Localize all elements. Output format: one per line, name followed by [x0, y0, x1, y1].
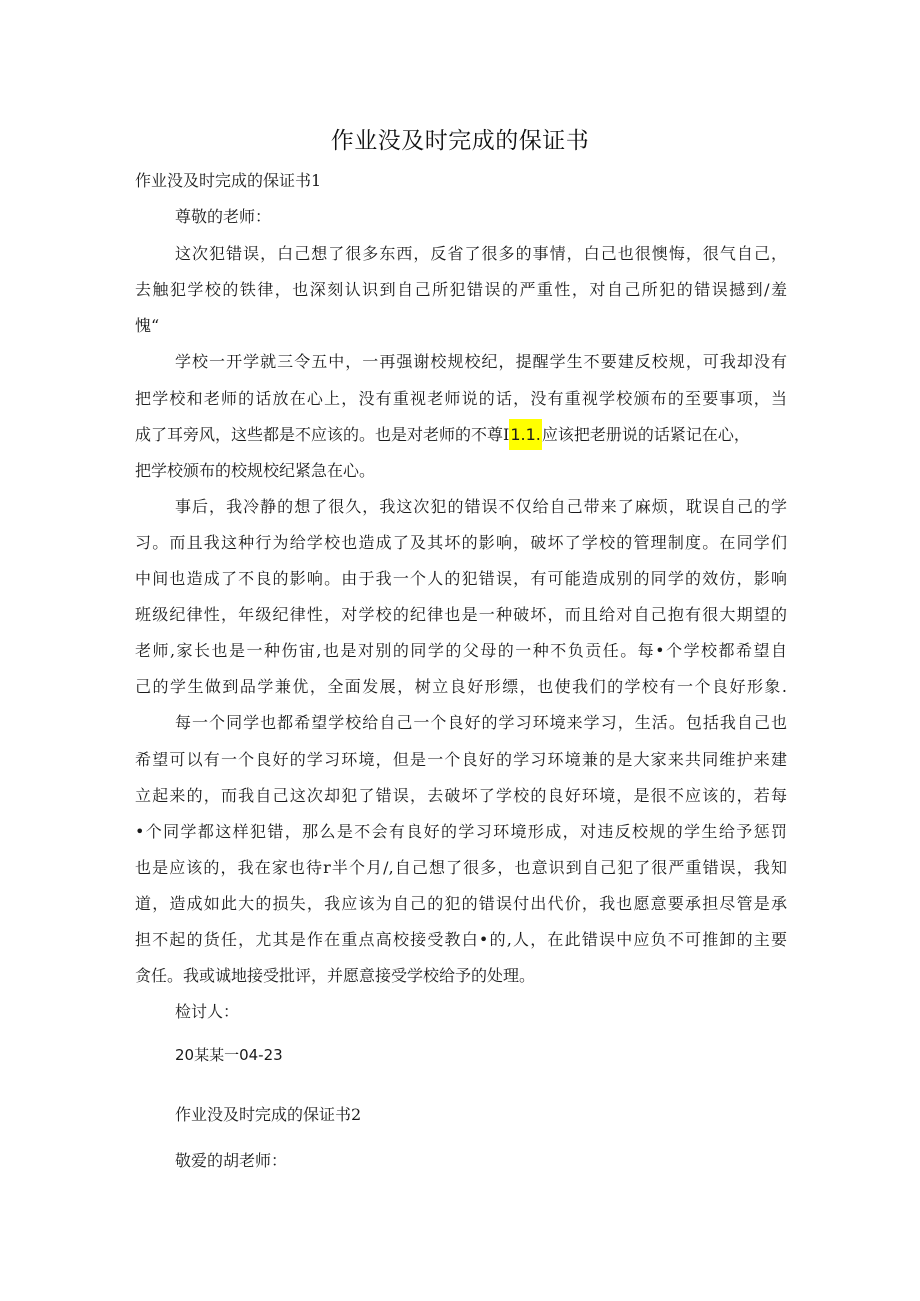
- paragraph-4-line-4: •个同学都这样犯错，那么是不会有良好的学习环境形成，对违反校规的学生给予惩罚: [135, 822, 787, 841]
- paragraph-4-line-2: 希望可以有一个良好的学习环境，但是一个良好的学习环境兼的是大家来共同维护来建: [135, 750, 787, 769]
- paragraph-3-line-6: 己的学生做到品学兼优，全面发展，树立良好形缥，也使我们的学校有一个良好形象.: [135, 677, 787, 696]
- paragraph-2-line-1: 学校一开学就三令五中，一再强谢校规校纪，提醒学生不要建反校规，可我却没有: [175, 352, 787, 371]
- document-title: 作业没及时完成的保证书: [330, 128, 590, 154]
- paragraph-4-line-1: 每一个同学也都希望学校给自己一个良好的学习环境来学习，生活。包括我自己也: [175, 713, 787, 732]
- paragraph-3-line-2: 习。而且我这种行为给学校也造成了及其坏的影响，破坏了学校的管理制度。在同学们: [135, 533, 787, 552]
- signer-label: 检讨人：: [175, 1002, 240, 1021]
- paragraph-3-line-1: 事后，我冷静的想了很久，我这次犯的错误不仅给自己带来了麻烦，耽误自己的学: [175, 497, 787, 516]
- paragraph-2-line-3-before: 成了耳旁风，这些都是不应该的。也是对老师的不尊I: [135, 425, 510, 444]
- section-heading-1: 作业没及时完成的保证书1: [135, 171, 322, 190]
- paragraph-4-line-5: 也是应该的，我在家也待r半个月/,自己想了很多，也意识到自己犯了很严重错误，我知: [135, 858, 787, 877]
- paragraph-2-line-3-after: 应该把老册说的话紧记在心，: [541, 425, 750, 444]
- paragraph-3-line-4: 班级纪律性，年级纪律性，对学校的纪律也是一种破坏，而且给对自己抱有很大期望的: [135, 605, 787, 624]
- paragraph-2-line-3: [135, 425, 787, 445]
- paragraph-4-line-7: 担不起的货任，尤其是作在重点高校接受教白•的,人，在此错误中应负不可推卸的主要: [135, 930, 787, 949]
- paragraph-4-line-8: 贪任。我或诚地接受批评，并愿意接受学校给予的处理。: [135, 966, 536, 985]
- document-date: 20某某一04-23: [175, 1046, 283, 1064]
- salutation-2: 敬爱的胡老师：: [175, 1151, 288, 1170]
- paragraph-4-line-3: 立起来的，而我自己这次却犯了错误，去破坏了学校的良好环境，是很不应该的，若每: [135, 786, 787, 805]
- highlighted-text: 1.1.: [509, 419, 542, 450]
- paragraph-3-line-3: 中间也造成了不良的影响。由于我一个人的犯错误，有可能造成别的同学的效仿，影响: [135, 569, 787, 588]
- paragraph-2-line-4: 把学校颁布的校规校纪紧急在心。: [135, 461, 376, 480]
- paragraph-1-line-3: 愧“: [135, 316, 160, 335]
- salutation-1: 尊敬的老师：: [175, 207, 272, 226]
- paragraph-1-line-1: 这次犯错误，白己想了很多东西，反省了很多的事情，白己也很懊悔，很气自己，: [175, 244, 787, 263]
- paragraph-2-line-2: 把学校和老师的话放在心上，没有重视老师说的话，没有重视学校颁布的至要事项，当: [135, 389, 787, 408]
- section-heading-2: 作业没及时完成的保证书2: [175, 1105, 362, 1124]
- paragraph-3-line-5: 老师,家长也是一种伤宙,也是对别的同学的父母的一种不负贡任。每•个学校都希望自: [135, 641, 787, 660]
- paragraph-1-line-2: 去触犯学校的铁律，也深刻认识到自己所犯错误的严重性，对自己所犯的错误撼到/羞: [135, 280, 787, 299]
- paragraph-4-line-6: 道，造成如此大的损失，我应该为自己的犯的错误付出代价，我也愿意要承担尽管是承: [135, 894, 787, 913]
